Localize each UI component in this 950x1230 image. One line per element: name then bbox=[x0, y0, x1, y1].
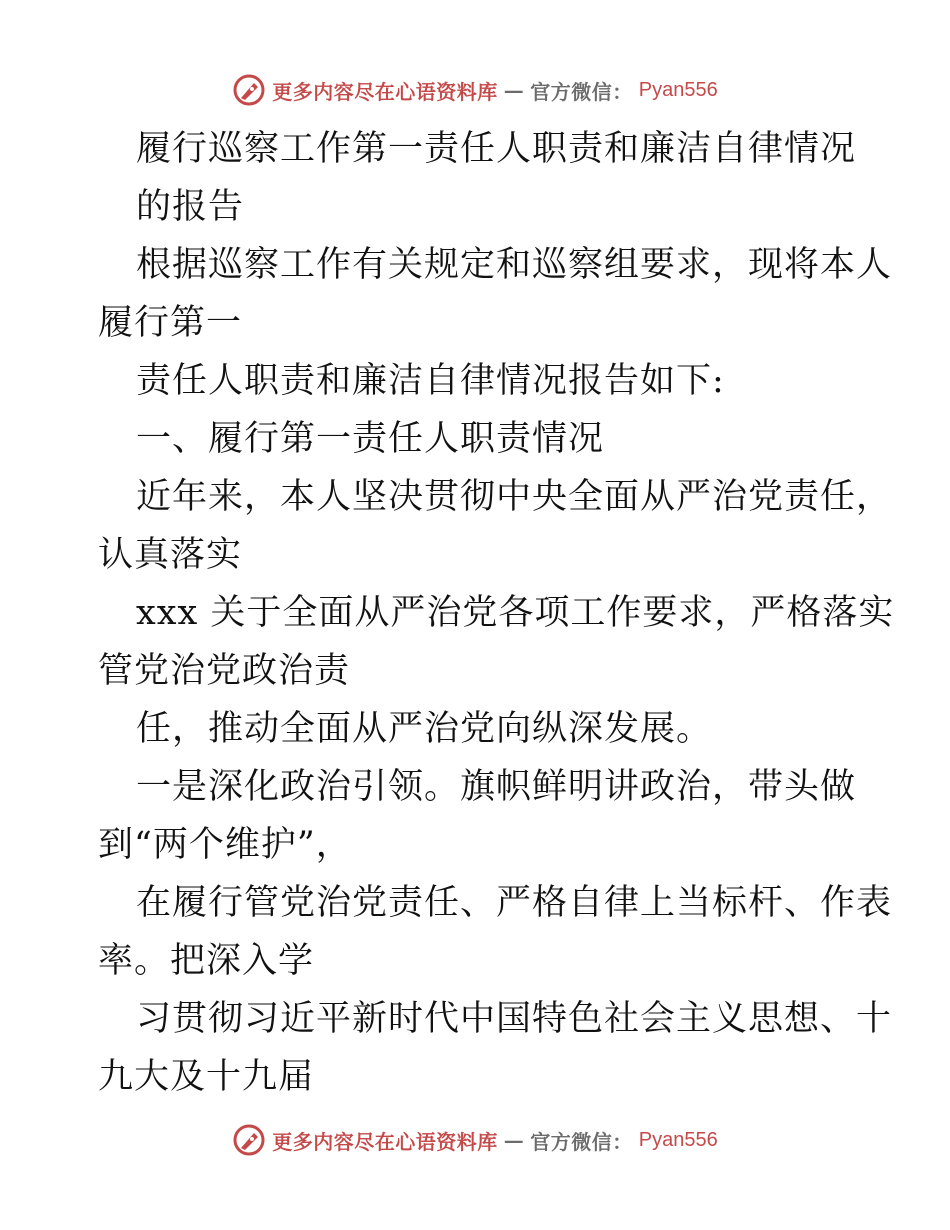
doc-section-heading: 一、履行第一责任人职责情况 bbox=[136, 419, 605, 459]
doc-paragraph-line: 履行第一 bbox=[98, 303, 243, 343]
watermark-wechat-id: Pyan556 bbox=[638, 78, 718, 101]
document-body bbox=[98, 120, 895, 1106]
watermark-official-label: 官方微信： bbox=[530, 1129, 633, 1154]
doc-paragraph-line: 在履行管党治党责任、严格自律上当标杆、作表 bbox=[136, 883, 893, 923]
doc-paragraph-line: 九大及十九届 bbox=[98, 1057, 315, 1097]
watermark-wechat-id: Pyan556 bbox=[638, 1128, 718, 1151]
doc-paragraph-line: 责任人职责和廉洁自律情况报告如下: bbox=[136, 361, 725, 401]
pen-nib-logo-icon bbox=[232, 1123, 266, 1157]
doc-paragraph-line: xxx 关于全面从严治党各项工作要求，严格落实 bbox=[136, 593, 895, 633]
doc-paragraph-line: 认真落实 bbox=[98, 535, 243, 575]
doc-paragraph-line: 习贯彻习近平新时代中国特色社会主义思想、十 bbox=[136, 999, 893, 1039]
doc-paragraph-line: 任，推动全面从严治党向纵深发展。 bbox=[136, 709, 713, 749]
watermark-dash: — bbox=[503, 78, 525, 102]
doc-title-line-2: 的报告 bbox=[136, 187, 245, 227]
doc-paragraph-line: 根据巡察工作有关规定和巡察组要求，现将本人 bbox=[136, 245, 893, 285]
header-watermark bbox=[0, 70, 950, 110]
watermark-main-text: 更多内容尽在心语资料库 bbox=[272, 79, 498, 104]
pen-nib-logo-icon bbox=[232, 73, 266, 107]
doc-title-line-1: 履行巡察工作第一责任人职责和廉洁自律情况 bbox=[136, 129, 857, 169]
watermark-dash: — bbox=[503, 1128, 525, 1152]
doc-paragraph-line: 近年来，本人坚决贯彻中央全面从严治党责任， bbox=[136, 477, 893, 517]
watermark-official-label: 官方微信： bbox=[530, 79, 633, 104]
doc-paragraph-line: 到“两个维护”， bbox=[98, 825, 352, 865]
doc-paragraph-line: 率。把深入学 bbox=[98, 941, 315, 981]
doc-paragraph-line: 管党治党政治责 bbox=[98, 651, 351, 691]
footer-watermark bbox=[0, 1120, 950, 1160]
doc-paragraph-line: 一是深化政治引领。旗帜鲜明讲政治，带头做 bbox=[136, 767, 857, 807]
watermark-main-text: 更多内容尽在心语资料库 bbox=[272, 1129, 498, 1154]
